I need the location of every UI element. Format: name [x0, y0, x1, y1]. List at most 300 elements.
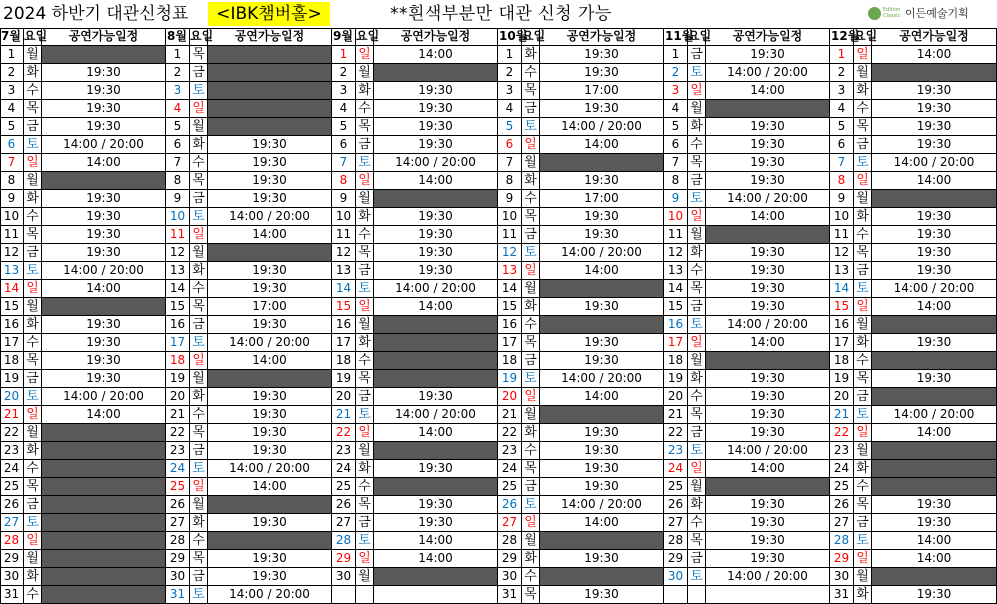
weekday: 화 [24, 190, 42, 208]
day-number: 1 [830, 46, 854, 64]
day-number: 6 [0, 136, 24, 154]
day-number: 24 [166, 460, 190, 478]
day-number: 29 [498, 550, 522, 568]
day-number: 2 [664, 64, 688, 82]
day-number: 10 [332, 208, 356, 226]
slot-unavailable [42, 532, 166, 550]
day-number: 17 [166, 334, 190, 352]
weekday: 월 [688, 352, 706, 370]
slot-time: 14:00 [374, 46, 498, 64]
month-label: 12월 [830, 28, 854, 46]
slot-time: 19:30 [872, 136, 997, 154]
day-number: 29 [664, 550, 688, 568]
slot-time: 14:00 [706, 82, 830, 100]
slot-unavailable [374, 190, 498, 208]
weekday: 화 [356, 82, 374, 100]
slot-time: 14:00 [540, 388, 664, 406]
day-number: 17 [664, 334, 688, 352]
slot-time: 19:30 [540, 460, 664, 478]
day-number: 22 [830, 424, 854, 442]
slot-unavailable [42, 478, 166, 496]
slot-time: 19:30 [872, 226, 997, 244]
day-number: 11 [664, 226, 688, 244]
weekday: 수 [356, 352, 374, 370]
day-number: 6 [830, 136, 854, 154]
day-number: 25 [830, 478, 854, 496]
slot-time: 19:30 [42, 118, 166, 136]
day-number: 21 [664, 406, 688, 424]
slot-time: 19:30 [872, 208, 997, 226]
slot-time: 19:30 [208, 154, 332, 172]
slot-time: 19:30 [374, 226, 498, 244]
day-number: 24 [332, 460, 356, 478]
slot-time: 14:00 [872, 532, 997, 550]
slot-time: 19:30 [706, 496, 830, 514]
weekday: 토 [688, 190, 706, 208]
day-number: 4 [498, 100, 522, 118]
empty-cell [664, 586, 688, 604]
weekday: 토 [356, 154, 374, 172]
day-number: 16 [664, 316, 688, 334]
slot-time: 14:00 [872, 172, 997, 190]
day-number: 9 [332, 190, 356, 208]
slot-time: 14:00 [374, 424, 498, 442]
day-number: 7 [0, 154, 24, 172]
slot-unavailable [208, 64, 332, 82]
day-number: 6 [332, 136, 356, 154]
slot-time: 19:30 [706, 424, 830, 442]
weekday: 금 [854, 136, 872, 154]
weekday: 수 [522, 64, 540, 82]
day-number: 15 [166, 298, 190, 316]
slot-time: 14:00 / 20:00 [540, 496, 664, 514]
day-number: 25 [498, 478, 522, 496]
weekday: 일 [190, 226, 208, 244]
availability-note: **흰색부분만 대관 신청 가능 [390, 4, 612, 24]
weekday: 화 [854, 586, 872, 604]
weekday: 월 [24, 172, 42, 190]
company-logo [868, 6, 982, 22]
slot-time: 19:30 [706, 514, 830, 532]
slot-unavailable [872, 442, 997, 460]
slot-time: 19:30 [208, 136, 332, 154]
day-number: 18 [332, 352, 356, 370]
weekday: 금 [356, 262, 374, 280]
day-number: 20 [498, 388, 522, 406]
day-number: 29 [0, 550, 24, 568]
day-number: 22 [0, 424, 24, 442]
day-number: 14 [830, 280, 854, 298]
day-number: 22 [664, 424, 688, 442]
day-number: 3 [166, 82, 190, 100]
slot-time: 14:00 [42, 154, 166, 172]
slot-unavailable [374, 370, 498, 388]
weekday: 목 [854, 118, 872, 136]
weekday: 수 [24, 460, 42, 478]
slot-time: 19:30 [208, 424, 332, 442]
day-number: 16 [332, 316, 356, 334]
day-number: 11 [498, 226, 522, 244]
weekday: 월 [854, 316, 872, 334]
slot-time: 19:30 [540, 64, 664, 82]
slot-unavailable [42, 550, 166, 568]
day-number: 14 [0, 280, 24, 298]
slot-unavailable [208, 496, 332, 514]
day-number: 7 [498, 154, 522, 172]
weekday: 일 [688, 460, 706, 478]
weekday: 일 [854, 172, 872, 190]
day-number: 16 [0, 316, 24, 334]
day-number: 10 [830, 208, 854, 226]
slot-header: 공연가능일정 [872, 28, 997, 46]
weekday: 화 [688, 118, 706, 136]
slot-time: 19:30 [872, 118, 997, 136]
slot-time: 19:30 [540, 172, 664, 190]
slot-time: 14:00 / 20:00 [374, 280, 498, 298]
weekday: 수 [854, 226, 872, 244]
day-number: 11 [0, 226, 24, 244]
day-number: 10 [498, 208, 522, 226]
weekday: 화 [356, 334, 374, 352]
weekday: 월 [854, 568, 872, 586]
slot-time: 19:30 [872, 244, 997, 262]
weekday: 수 [688, 262, 706, 280]
weekday: 수 [688, 514, 706, 532]
slot-time: 19:30 [706, 46, 830, 64]
weekday: 금 [190, 568, 208, 586]
weekday: 토 [190, 334, 208, 352]
slot-time: 17:00 [208, 298, 332, 316]
slot-time: 19:30 [540, 208, 664, 226]
day-number: 12 [664, 244, 688, 262]
slot-unavailable [42, 586, 166, 604]
weekday: 화 [854, 460, 872, 478]
slot-time: 19:30 [706, 118, 830, 136]
slot-unavailable [540, 532, 664, 550]
slot-time: 19:30 [872, 370, 997, 388]
slot-time: 14:00 [42, 280, 166, 298]
day-number: 8 [498, 172, 522, 190]
day-number: 25 [664, 478, 688, 496]
weekday: 일 [190, 478, 208, 496]
day-number: 19 [830, 370, 854, 388]
slot-time: 14:00 / 20:00 [374, 406, 498, 424]
day-number: 15 [0, 298, 24, 316]
slot-unavailable [208, 244, 332, 262]
slot-time: 19:30 [540, 352, 664, 370]
weekday: 토 [854, 406, 872, 424]
slot-unavailable [374, 568, 498, 586]
dow-header: 요일 [854, 28, 872, 46]
day-number: 18 [166, 352, 190, 370]
weekday: 목 [522, 208, 540, 226]
day-number: 13 [830, 262, 854, 280]
slot-time: 14:00 / 20:00 [540, 244, 664, 262]
day-number: 12 [830, 244, 854, 262]
weekday: 월 [854, 190, 872, 208]
weekday: 화 [522, 46, 540, 64]
slot-time: 14:00 [706, 334, 830, 352]
day-number: 4 [830, 100, 854, 118]
weekday: 토 [522, 118, 540, 136]
day-number: 15 [332, 298, 356, 316]
weekday: 화 [522, 298, 540, 316]
weekday: 수 [190, 406, 208, 424]
weekday: 수 [24, 586, 42, 604]
slot-time: 14:00 [374, 550, 498, 568]
day-number: 19 [166, 370, 190, 388]
day-number: 8 [166, 172, 190, 190]
day-number: 26 [830, 496, 854, 514]
day-number: 28 [664, 532, 688, 550]
empty-cell [688, 586, 706, 604]
weekday: 목 [854, 244, 872, 262]
weekday: 월 [522, 280, 540, 298]
slot-header: 공연가능일정 [374, 28, 498, 46]
weekday: 화 [688, 244, 706, 262]
day-number: 15 [664, 298, 688, 316]
day-number: 23 [166, 442, 190, 460]
slot-time: 14:00 [374, 532, 498, 550]
slot-time: 19:30 [872, 100, 997, 118]
weekday: 월 [854, 442, 872, 460]
weekday: 금 [24, 244, 42, 262]
day-number: 7 [830, 154, 854, 172]
slot-time: 19:30 [540, 424, 664, 442]
slot-unavailable [872, 388, 997, 406]
day-number: 12 [0, 244, 24, 262]
day-number: 9 [830, 190, 854, 208]
weekday: 금 [24, 496, 42, 514]
weekday: 일 [356, 46, 374, 64]
weekday: 화 [522, 550, 540, 568]
day-number: 30 [332, 568, 356, 586]
weekday: 화 [190, 514, 208, 532]
day-number: 30 [664, 568, 688, 586]
day-number: 22 [498, 424, 522, 442]
weekday: 월 [24, 424, 42, 442]
slot-time: 19:30 [42, 190, 166, 208]
slot-header: 공연가능일정 [540, 28, 664, 46]
slot-unavailable [540, 316, 664, 334]
weekday: 토 [356, 406, 374, 424]
day-number: 8 [830, 172, 854, 190]
weekday: 화 [24, 568, 42, 586]
weekday: 목 [854, 496, 872, 514]
weekday: 월 [190, 496, 208, 514]
day-number: 25 [0, 478, 24, 496]
weekday: 일 [190, 100, 208, 118]
weekday: 목 [356, 244, 374, 262]
weekday: 금 [688, 298, 706, 316]
weekday: 일 [356, 172, 374, 190]
day-number: 18 [498, 352, 522, 370]
slot-header: 공연가능일정 [208, 28, 332, 46]
day-number: 14 [664, 280, 688, 298]
empty-cell [374, 586, 498, 604]
weekday: 수 [356, 100, 374, 118]
day-number: 13 [166, 262, 190, 280]
day-number: 17 [830, 334, 854, 352]
slot-unavailable [706, 352, 830, 370]
weekday: 월 [356, 190, 374, 208]
weekday: 금 [356, 514, 374, 532]
slot-time: 19:30 [872, 82, 997, 100]
day-number: 20 [664, 388, 688, 406]
slot-unavailable [374, 478, 498, 496]
title-bar [0, 0, 997, 28]
weekday: 월 [356, 64, 374, 82]
weekday: 목 [190, 298, 208, 316]
day-number: 25 [166, 478, 190, 496]
day-number: 13 [498, 262, 522, 280]
weekday: 일 [522, 136, 540, 154]
weekday: 토 [190, 208, 208, 226]
weekday: 토 [24, 514, 42, 532]
day-number: 28 [830, 532, 854, 550]
weekday: 월 [356, 316, 374, 334]
slot-time: 14:00 / 20:00 [42, 388, 166, 406]
slot-unavailable [374, 316, 498, 334]
day-number: 17 [498, 334, 522, 352]
slot-unavailable [706, 100, 830, 118]
slot-unavailable [706, 478, 830, 496]
day-number: 27 [166, 514, 190, 532]
weekday: 금 [688, 46, 706, 64]
weekday: 금 [522, 478, 540, 496]
day-number: 20 [0, 388, 24, 406]
slot-time: 19:30 [374, 208, 498, 226]
dow-header: 요일 [522, 28, 540, 46]
weekday: 금 [854, 388, 872, 406]
weekday: 월 [24, 46, 42, 64]
weekday: 금 [522, 352, 540, 370]
weekday: 월 [854, 64, 872, 82]
day-number: 15 [498, 298, 522, 316]
day-number: 8 [0, 172, 24, 190]
slot-time: 19:30 [42, 82, 166, 100]
weekday: 월 [522, 532, 540, 550]
weekday: 금 [190, 442, 208, 460]
leaf-circle-icon [868, 7, 881, 20]
month-label: 10월 [498, 28, 522, 46]
weekday: 화 [190, 262, 208, 280]
weekday: 수 [24, 208, 42, 226]
slot-unavailable [540, 280, 664, 298]
slot-time: 19:30 [42, 316, 166, 334]
weekday: 월 [522, 406, 540, 424]
empty-cell [332, 586, 356, 604]
weekday: 토 [24, 136, 42, 154]
weekday: 토 [356, 280, 374, 298]
slot-time: 19:30 [872, 262, 997, 280]
day-number: 12 [498, 244, 522, 262]
slot-time: 19:30 [706, 388, 830, 406]
slot-time: 14:00 [706, 208, 830, 226]
day-number: 23 [664, 442, 688, 460]
slot-time: 19:30 [706, 280, 830, 298]
day-number: 20 [830, 388, 854, 406]
weekday: 목 [688, 154, 706, 172]
day-number: 27 [830, 514, 854, 532]
weekday: 토 [522, 496, 540, 514]
weekday: 토 [688, 568, 706, 586]
day-number: 5 [166, 118, 190, 136]
slot-time: 19:30 [706, 370, 830, 388]
slot-time: 19:30 [540, 586, 664, 604]
slot-time: 14:00 [706, 460, 830, 478]
weekday: 화 [854, 334, 872, 352]
weekday: 일 [688, 334, 706, 352]
day-number: 16 [166, 316, 190, 334]
slot-unavailable [540, 568, 664, 586]
slot-unavailable [374, 334, 498, 352]
day-number: 13 [664, 262, 688, 280]
slot-unavailable [872, 460, 997, 478]
day-number: 31 [0, 586, 24, 604]
weekday: 일 [522, 388, 540, 406]
slot-time: 14:00 [872, 46, 997, 64]
day-number: 30 [498, 568, 522, 586]
weekday: 금 [190, 190, 208, 208]
slot-time: 19:30 [42, 64, 166, 82]
day-number: 1 [166, 46, 190, 64]
slot-time: 19:30 [374, 244, 498, 262]
slot-unavailable [872, 568, 997, 586]
slot-time: 14:00 [42, 406, 166, 424]
weekday: 목 [356, 118, 374, 136]
weekday: 일 [688, 208, 706, 226]
day-number: 17 [0, 334, 24, 352]
day-number: 15 [830, 298, 854, 316]
day-number: 30 [0, 568, 24, 586]
day-number: 31 [166, 586, 190, 604]
weekday: 목 [688, 406, 706, 424]
slot-time: 14:00 [540, 262, 664, 280]
weekday: 일 [854, 46, 872, 64]
slot-unavailable [872, 316, 997, 334]
weekday: 목 [24, 478, 42, 496]
weekday: 화 [24, 442, 42, 460]
day-number: 16 [830, 316, 854, 334]
day-number: 1 [0, 46, 24, 64]
day-number: 12 [166, 244, 190, 262]
weekday: 화 [190, 388, 208, 406]
day-number: 29 [830, 550, 854, 568]
weekday: 수 [688, 136, 706, 154]
dow-header: 요일 [356, 28, 374, 46]
weekday: 목 [688, 532, 706, 550]
slot-time: 19:30 [706, 136, 830, 154]
slot-time: 19:30 [374, 496, 498, 514]
day-number: 1 [332, 46, 356, 64]
weekday: 일 [24, 280, 42, 298]
day-number: 9 [498, 190, 522, 208]
slot-time: 19:30 [42, 208, 166, 226]
slot-time: 19:30 [42, 370, 166, 388]
slot-time: 19:30 [208, 550, 332, 568]
weekday: 목 [24, 352, 42, 370]
slot-time: 14:00 / 20:00 [872, 280, 997, 298]
weekday: 목 [522, 586, 540, 604]
slot-unavailable [706, 226, 830, 244]
slot-time: 19:30 [706, 154, 830, 172]
day-number: 10 [0, 208, 24, 226]
slot-time: 14:00 / 20:00 [42, 262, 166, 280]
weekday: 화 [24, 64, 42, 82]
slot-time: 19:30 [872, 496, 997, 514]
day-number: 13 [332, 262, 356, 280]
